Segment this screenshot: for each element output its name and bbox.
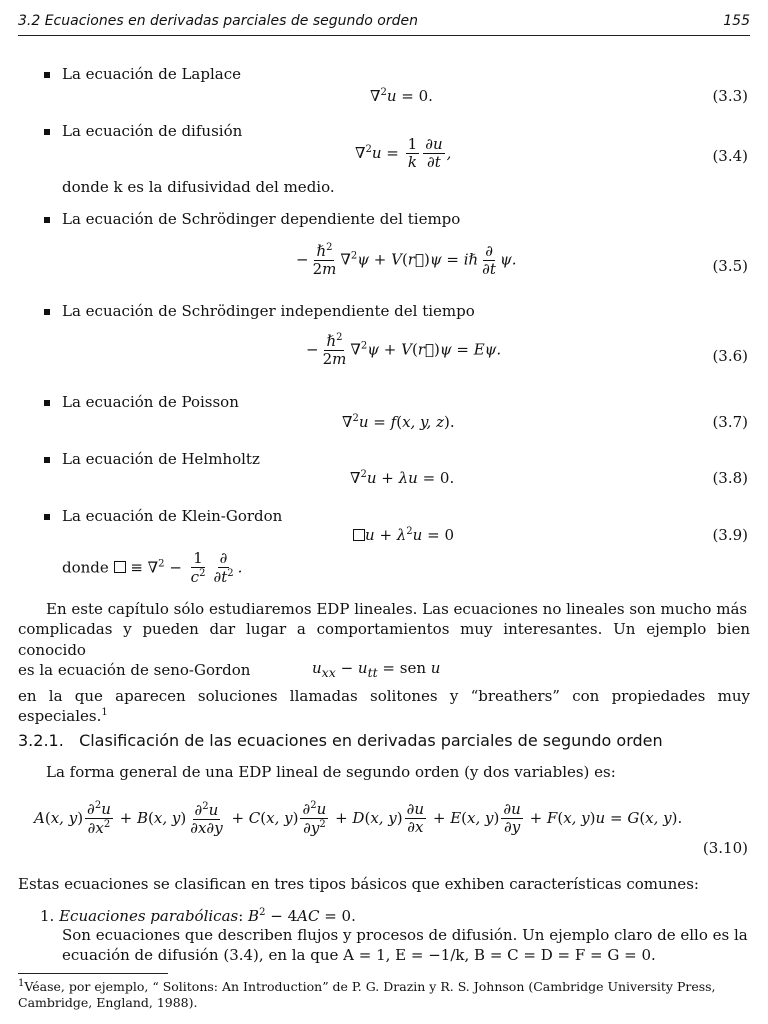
eq-number: (3.6)	[712, 347, 748, 365]
equation-difusion: ∇$^2$u = $\frac{1}{k}$ $\frac{\partial u}{\partial t}$ ,	[355, 135, 452, 172]
eq-label-schrodinger-dep: La ecuación de Schrödinger dependiente del tiempo	[62, 210, 461, 228]
bullet	[44, 457, 50, 463]
paragraph-solitons	[18, 686, 750, 727]
subsection-number: 3.2.1.	[18, 731, 64, 750]
eq-label-helmholtz: La ecuación de Helmholtz	[62, 450, 260, 468]
type-item-1: 1. Ecuaciones parabólicas: $B^2 - 4AC = 0$.	[40, 907, 356, 925]
footnote-line: Véase, por ejemplo, “ Solitons: An Introduction” de P. G. Drazin y R. S. Johnson (Cambridge University Press,	[24, 979, 716, 995]
page-number: 155	[723, 13, 750, 29]
footnote-number: 1	[18, 978, 25, 989]
subsection-intro: La forma general de una EDP lineal de segundo orden (y dos variables) es:	[46, 763, 616, 781]
paragraph-line: ecuación de difusión (3.4), en la que A = 1, E = −1/k, B = C = D = F = G = 0.	[62, 946, 656, 965]
paragraph-line: en la que aparecen soluciones llamadas solitones y “breathers” con propiedades muy especiales.	[18, 687, 750, 726]
eq-number: (3.5)	[712, 257, 748, 275]
subsection-title: Clasificación de las ecuaciones en derivadas parciales de segundo orden	[79, 731, 663, 750]
eq-label-laplace: La ecuación de Laplace	[62, 65, 241, 83]
eq-number: (3.10)	[702, 839, 748, 857]
subsection-heading	[18, 730, 663, 752]
eq-number: (3.4)	[712, 147, 748, 165]
equation-schrodinger-indep: − $\frac{\hbar^2}{2m}$ ∇$^2$ψ + V(r⃗)ψ = Eψ.	[306, 332, 502, 369]
equation-general-edp: A(x, y) $\frac{\partial^2u}{\partial x^2}$ + B(x, y) $\frac{\partial^2u}{\partial x\partial y}$ + C(x, y) $\frac{\partial^2u}{\partial y^2}$ + D(x, y) $\frac{\partial u}{\partial x}$ + E(x, y) $\frac{\partial u}{\partial y}$ + F(x, y)u = G(x, y).	[34, 800, 683, 838]
footnote-rule	[18, 973, 168, 974]
footnote-mark: 1	[101, 707, 108, 719]
bullet	[44, 217, 50, 223]
type-item-1-desc	[62, 925, 750, 966]
types-intro: Estas ecuaciones se clasifican en tres tipos básicos que exhiben características comunes:	[18, 875, 699, 893]
equation-poisson: ∇$^2$u = f(x, y, z).	[342, 413, 455, 431]
paragraph-line: Son ecuaciones que describen flujos y procesos de difusión. Un ejemplo claro de ello es la	[62, 926, 748, 944]
running-head	[18, 12, 750, 36]
equation-klein-gordon: $u + \lambda^2u = 0$	[353, 525, 454, 545]
running-head-title: 3.2 Ecuaciones en derivadas parciales de segundo orden	[18, 13, 418, 29]
bullet	[44, 72, 50, 78]
eq-label-klein-gordon: La ecuación de Klein-Gordon	[62, 507, 283, 525]
eq-number: (3.7)	[712, 413, 748, 431]
equation-helmholtz: ∇$^2$u + λu = 0.	[350, 469, 455, 487]
equation-laplace: ∇$^2$u = 0.	[370, 87, 433, 105]
footnote	[18, 977, 750, 1012]
eq-label-difusion: La ecuación de difusión	[62, 122, 243, 140]
eq-label-schrodinger-indep: La ecuación de Schrödinger independiente del tiempo	[62, 302, 475, 320]
eq-number: (3.8)	[712, 469, 748, 487]
dalembertian-definition: donde ≡ ∇$^2$ − $\frac{1}{c^2}$ $\frac{\partial}{\partial t^2}$ .	[62, 549, 243, 587]
eq-label-poisson: La ecuación de Poisson	[62, 393, 239, 411]
bullet	[44, 309, 50, 315]
equation-schrodinger-dep: − $\frac{\hbar^2}{2m}$ ∇$^2$ψ + V(r⃗)ψ = iℏ $\frac{\partial}{\partial t}$ ψ.	[296, 241, 517, 279]
paragraph-line: complicadas y pueden dar lugar a comportamientos muy interesantes. Un ejemplo bien conocido	[18, 620, 750, 659]
bullet	[44, 129, 50, 135]
eq-number: (3.9)	[712, 526, 748, 544]
item-number: 1.	[40, 907, 55, 925]
bullet	[44, 400, 50, 406]
item-title: Ecuaciones parabólicas	[59, 907, 239, 925]
paragraph-line: es la ecuación de seno-Gordon	[18, 660, 251, 679]
eq-number: (3.3)	[712, 87, 748, 105]
footnote-line: Cambridge, England, 1988).	[18, 995, 198, 1011]
bullet	[44, 514, 50, 520]
equation-sine-gordon: $u_{xx} - u_{tt}$ = sen u	[312, 659, 441, 680]
paragraph-line: En este capítulo sólo estudiaremos EDP lineales. Las ecuaciones no lineales son mucho más	[46, 600, 748, 618]
difusion-note: donde k es la difusividad del medio.	[62, 178, 335, 196]
